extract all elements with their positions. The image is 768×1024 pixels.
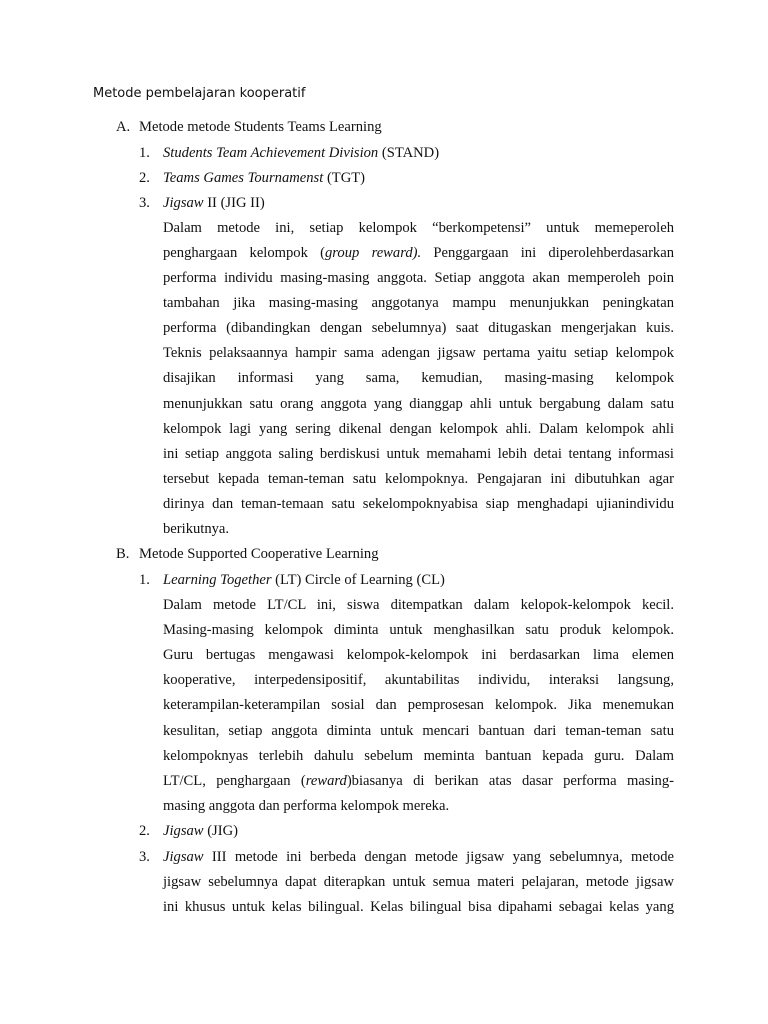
paragraph-line: disajikan informasi yang sama, kemudian, masing-masing kelompok <box>163 370 674 386</box>
paragraph-line: Teknis pelaksaannya hampir sama adengan jigsaw pertama yaitu setiap kelompok <box>163 345 674 361</box>
paragraph-line: performa (dibandingkan dengan sebelumnya) saat ditugaskan mengerjakan kuis. <box>163 320 674 336</box>
list-item-marker: 1. <box>139 572 150 588</box>
paragraph-line: jigsaw sebelumnya dapat diterapkan untuk semua materi pelajaran, metode jigsaw <box>163 874 674 890</box>
list-item: Jigsaw II (JIG II) <box>163 195 265 211</box>
paragraph-line: Masing-masing kelompok diminta untuk menghasilkan satu produk kelompok. <box>163 622 674 638</box>
paragraph-line: LT/CL, penghargaan (reward)biasanya di berikan atas dasar performa masing- <box>163 773 674 789</box>
paragraph-line: tambahan jika masing-masing anggotanya mampu menunjukkan peningkatan <box>163 295 674 311</box>
document-title: Metode pembelajaran kooperatif <box>93 86 306 101</box>
paragraph-line: masing anggota dan performa kelompok mereka. <box>163 798 450 814</box>
paragraph-line: dirinya dan teman-temaan satu sekelompoknyabisa siap menghadapi ujianindividu <box>163 496 674 512</box>
list-item: Learning Together (LT) Circle of Learning (CL) <box>163 572 445 588</box>
section-a-marker: A. <box>116 119 131 135</box>
paragraph-line: kesulitan, setiap anggota diminta untuk mencari bantuan dari teman-teman satu <box>163 723 674 739</box>
paragraph-line: ini khusus untuk kelas bilingual. Kelas bilingual bisa dipahami sebagai kelas yang <box>163 899 674 915</box>
paragraph-line: performa individu masing-masing anggota. Setiap anggota akan memperoleh poin <box>163 270 674 286</box>
list-item-marker: 3. <box>139 849 150 865</box>
paragraph-line: penghargaan kelompok (group reward). Penggargaan ini diperolehberdasarkan <box>163 245 674 261</box>
paragraph-line: kooperative, interpedensipositif, akuntabilitas individu, interaksi langsung, <box>163 672 674 688</box>
section-b-marker: B. <box>116 546 130 562</box>
paragraph-line: ini setiap anggota saling berdiskusi untuk memahami lebih detai tentang informasi <box>163 446 674 462</box>
paragraph-line: Dalam metode LT/CL ini, siswa ditempatkan dalam kelopok-kelompok kecil. <box>163 597 674 613</box>
paragraph-line: menunjukkan satu orang anggota yang dianggap ahli untuk bergabung dalam satu <box>163 396 674 412</box>
paragraph-line: keterampilan-keterampilan sosial dan pemprosesan kelompok. Jika menemukan <box>163 697 674 713</box>
list-item: Teams Games Tournamenst (TGT) <box>163 170 366 186</box>
list-item-marker: 2. <box>139 170 150 186</box>
list-item: Students Team Achievement Division (STAND) <box>163 145 440 161</box>
list-item: Jigsaw (JIG) <box>163 823 238 839</box>
paragraph-line: berikutnya. <box>163 521 230 537</box>
list-item-marker: 3. <box>139 195 150 211</box>
paragraph-line: kelompoknyas terlebih dahulu sebelum meminta bantuan kepada guru. Dalam <box>163 748 674 764</box>
list-item-marker: 2. <box>139 823 150 839</box>
paragraph-line: Guru bertugas mengawasi kelompok-kelompok ini berdasarkan lima elemen <box>163 647 674 663</box>
paragraph-line: tersebut kepada teman-teman satu kelompoknya. Pengajaran ini dibutuhkan agar <box>163 471 674 487</box>
paragraph-line: Dalam metode ini, setiap kelompok “berkompetensi” untuk memeperoleh <box>163 220 674 236</box>
paragraph-line: kelompok lagi yang sering dikenal dengan kelompok ahli. Dalam kelompok ahli <box>163 421 674 437</box>
list-item: Jigsaw III metode ini berbeda dengan metode jigsaw yang sebelumnya, metode <box>163 849 674 865</box>
section-b-heading: Metode Supported Cooperative Learning <box>139 546 379 562</box>
section-a-heading: Metode metode Students Teams Learning <box>139 119 382 135</box>
list-item-marker: 1. <box>139 145 150 161</box>
